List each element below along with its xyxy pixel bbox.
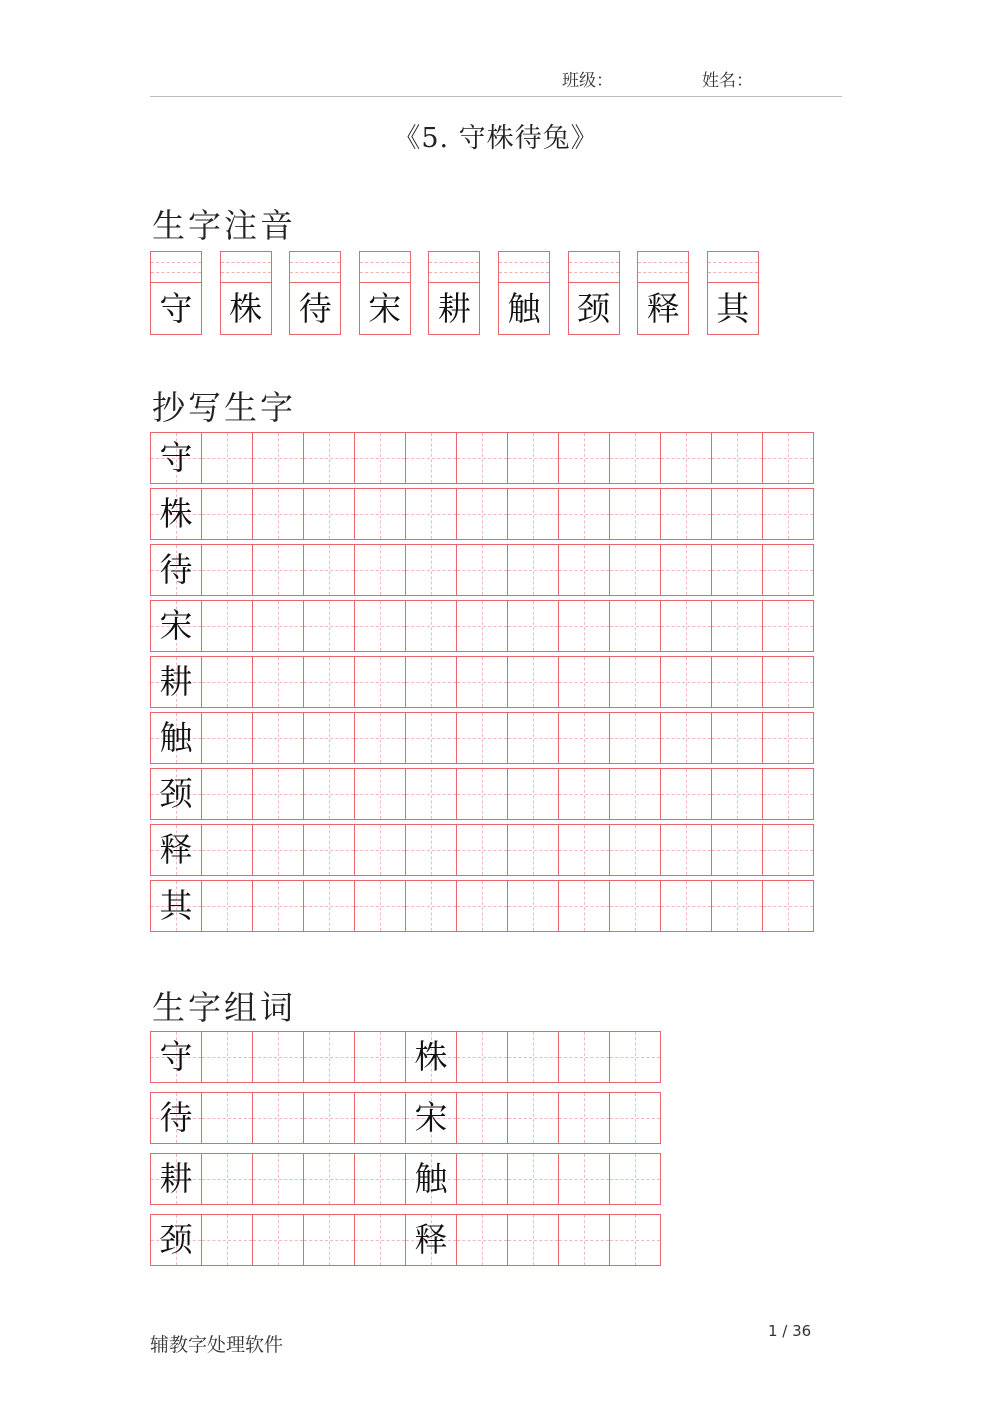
practice-cell[interactable] bbox=[201, 880, 252, 932]
practice-cell[interactable] bbox=[762, 488, 814, 540]
pinyin-lines[interactable] bbox=[221, 252, 271, 283]
practice-cell[interactable] bbox=[201, 432, 252, 484]
pinyin-cell[interactable] bbox=[568, 251, 620, 335]
practice-cell[interactable] bbox=[405, 488, 456, 540]
practice-cell[interactable] bbox=[201, 712, 252, 764]
character: 守 bbox=[159, 289, 193, 328]
practice-cell[interactable] bbox=[609, 1214, 661, 1266]
practice-cell[interactable] bbox=[660, 656, 711, 708]
practice-cell[interactable] bbox=[609, 544, 660, 596]
practice-cell[interactable] bbox=[660, 488, 711, 540]
word-row bbox=[150, 1092, 661, 1144]
model-cell bbox=[150, 880, 201, 932]
practice-cell[interactable] bbox=[507, 824, 558, 876]
character: 耕 bbox=[437, 289, 471, 328]
practice-cell[interactable] bbox=[354, 600, 405, 652]
practice-cell[interactable] bbox=[711, 432, 762, 484]
practice-cell[interactable] bbox=[303, 768, 354, 820]
practice-cell[interactable] bbox=[201, 488, 252, 540]
practice-cell[interactable] bbox=[558, 824, 609, 876]
practice-cell[interactable] bbox=[354, 432, 405, 484]
practice-cell[interactable] bbox=[354, 1153, 405, 1205]
pinyin-lines[interactable] bbox=[290, 252, 340, 283]
practice-cell[interactable] bbox=[354, 880, 405, 932]
copy-row bbox=[150, 656, 814, 708]
section-title-copy: 抄写生字 bbox=[152, 388, 296, 427]
practice-cell[interactable] bbox=[354, 1031, 405, 1083]
practice-cell[interactable] bbox=[609, 488, 660, 540]
copy-row bbox=[150, 712, 814, 764]
model-cell bbox=[150, 656, 201, 708]
practice-cell[interactable] bbox=[354, 488, 405, 540]
practice-cell[interactable] bbox=[507, 656, 558, 708]
practice-cell[interactable] bbox=[303, 432, 354, 484]
pinyin-cell[interactable] bbox=[428, 251, 480, 335]
practice-cell[interactable] bbox=[252, 1092, 303, 1144]
practice-cell[interactable] bbox=[405, 712, 456, 764]
pinyin-lines[interactable] bbox=[429, 252, 479, 283]
pinyin-lines[interactable] bbox=[499, 252, 549, 283]
copy-row bbox=[150, 600, 814, 652]
word-row bbox=[150, 1153, 661, 1205]
pinyin-cell[interactable] bbox=[498, 251, 550, 335]
practice-cell[interactable] bbox=[558, 1153, 609, 1205]
character: 宋 bbox=[414, 1098, 448, 1137]
practice-cell[interactable] bbox=[507, 880, 558, 932]
practice-cell[interactable] bbox=[609, 712, 660, 764]
practice-cell[interactable] bbox=[660, 824, 711, 876]
copy-row bbox=[150, 544, 814, 596]
copy-row bbox=[150, 824, 814, 876]
practice-cell[interactable] bbox=[303, 656, 354, 708]
practice-cell[interactable] bbox=[456, 824, 507, 876]
practice-cell[interactable] bbox=[303, 600, 354, 652]
practice-cell[interactable] bbox=[507, 600, 558, 652]
practice-cell[interactable] bbox=[252, 768, 303, 820]
model-cell bbox=[150, 600, 201, 652]
practice-cell[interactable] bbox=[201, 768, 252, 820]
character: 株 bbox=[414, 1037, 448, 1076]
header-divider bbox=[150, 96, 842, 97]
practice-cell[interactable] bbox=[762, 600, 814, 652]
practice-cell[interactable] bbox=[660, 768, 711, 820]
practice-cell[interactable] bbox=[252, 824, 303, 876]
model-cell bbox=[150, 1153, 201, 1205]
practice-cell[interactable] bbox=[660, 544, 711, 596]
character: 株 bbox=[229, 289, 263, 328]
practice-cell[interactable] bbox=[252, 488, 303, 540]
practice-cell[interactable] bbox=[507, 712, 558, 764]
practice-cell[interactable] bbox=[456, 1214, 507, 1266]
practice-cell[interactable] bbox=[303, 712, 354, 764]
practice-cell[interactable] bbox=[252, 880, 303, 932]
practice-cell[interactable] bbox=[252, 656, 303, 708]
model-cell bbox=[405, 1214, 456, 1266]
model-cell bbox=[150, 1214, 201, 1266]
practice-cell[interactable] bbox=[558, 1031, 609, 1083]
practice-cell[interactable] bbox=[609, 1092, 661, 1144]
practice-cell[interactable] bbox=[405, 656, 456, 708]
character: 触 bbox=[159, 718, 193, 757]
practice-cell[interactable] bbox=[507, 544, 558, 596]
copy-row bbox=[150, 880, 814, 932]
practice-cell[interactable] bbox=[762, 712, 814, 764]
practice-cell[interactable] bbox=[558, 488, 609, 540]
page-title: 《5. 守株待兔》 bbox=[393, 123, 599, 154]
character: 释 bbox=[159, 830, 193, 869]
practice-cell[interactable] bbox=[762, 432, 814, 484]
practice-cell[interactable] bbox=[456, 488, 507, 540]
practice-cell[interactable] bbox=[609, 1153, 661, 1205]
practice-cell[interactable] bbox=[456, 768, 507, 820]
practice-cell[interactable] bbox=[405, 824, 456, 876]
practice-cell[interactable] bbox=[507, 1153, 558, 1205]
practice-cell[interactable] bbox=[711, 880, 762, 932]
character: 颈 bbox=[159, 774, 193, 813]
page-number: 1 / 36 bbox=[768, 1322, 812, 1340]
model-cell bbox=[150, 712, 201, 764]
practice-cell[interactable] bbox=[252, 1031, 303, 1083]
practice-cell[interactable] bbox=[609, 600, 660, 652]
practice-cell[interactable] bbox=[354, 1092, 405, 1144]
practice-cell[interactable] bbox=[609, 1031, 661, 1083]
practice-cell[interactable] bbox=[201, 1092, 252, 1144]
practice-cell[interactable] bbox=[558, 544, 609, 596]
practice-cell[interactable] bbox=[354, 712, 405, 764]
practice-cell[interactable] bbox=[456, 600, 507, 652]
name-label: 姓名： bbox=[702, 71, 753, 91]
practice-cell[interactable] bbox=[456, 544, 507, 596]
practice-cell[interactable] bbox=[201, 544, 252, 596]
practice-cell[interactable] bbox=[609, 768, 660, 820]
character: 释 bbox=[646, 289, 680, 328]
practice-cell[interactable] bbox=[507, 1214, 558, 1266]
model-cell bbox=[405, 1092, 456, 1144]
copy-row bbox=[150, 488, 814, 540]
practice-cell[interactable] bbox=[609, 656, 660, 708]
practice-cell[interactable] bbox=[405, 544, 456, 596]
pinyin-lines[interactable] bbox=[151, 252, 201, 283]
practice-cell[interactable] bbox=[762, 544, 814, 596]
practice-cell[interactable] bbox=[456, 1153, 507, 1205]
pinyin-cell[interactable] bbox=[289, 251, 341, 335]
character: 株 bbox=[159, 494, 193, 533]
practice-cell[interactable] bbox=[609, 432, 660, 484]
practice-cell[interactable] bbox=[660, 432, 711, 484]
character: 守 bbox=[159, 1037, 193, 1076]
practice-cell[interactable] bbox=[252, 432, 303, 484]
model-cell bbox=[150, 1092, 201, 1144]
practice-cell[interactable] bbox=[711, 544, 762, 596]
practice-cell[interactable] bbox=[711, 768, 762, 820]
practice-cell[interactable] bbox=[354, 1214, 405, 1266]
practice-cell[interactable] bbox=[711, 712, 762, 764]
character: 宋 bbox=[368, 289, 402, 328]
practice-cell[interactable] bbox=[762, 824, 814, 876]
practice-cell[interactable] bbox=[507, 768, 558, 820]
practice-cell[interactable] bbox=[201, 1031, 252, 1083]
section-title-words: 生字组词 bbox=[152, 988, 296, 1027]
practice-cell[interactable] bbox=[456, 1092, 507, 1144]
practice-cell[interactable] bbox=[252, 600, 303, 652]
practice-cell[interactable] bbox=[303, 1214, 354, 1266]
model-cell bbox=[150, 432, 201, 484]
practice-cell[interactable] bbox=[507, 488, 558, 540]
practice-cell[interactable] bbox=[201, 1214, 252, 1266]
practice-cell[interactable] bbox=[354, 768, 405, 820]
pinyin-cell[interactable] bbox=[220, 251, 272, 335]
practice-cell[interactable] bbox=[558, 768, 609, 820]
practice-cell[interactable] bbox=[558, 600, 609, 652]
word-row bbox=[150, 1214, 661, 1266]
practice-cell[interactable] bbox=[456, 880, 507, 932]
character: 其 bbox=[716, 289, 750, 328]
section-title-pinyin: 生字注音 bbox=[152, 206, 296, 245]
practice-cell[interactable] bbox=[609, 824, 660, 876]
character: 守 bbox=[159, 438, 193, 477]
pinyin-lines[interactable] bbox=[360, 252, 410, 283]
character: 触 bbox=[414, 1159, 448, 1198]
practice-cell[interactable] bbox=[660, 880, 711, 932]
practice-cell[interactable] bbox=[405, 432, 456, 484]
practice-cell[interactable] bbox=[558, 712, 609, 764]
practice-cell[interactable] bbox=[201, 656, 252, 708]
practice-cell[interactable] bbox=[303, 1092, 354, 1144]
character: 耕 bbox=[159, 1159, 193, 1198]
practice-cell[interactable] bbox=[303, 1031, 354, 1083]
practice-cell[interactable] bbox=[711, 824, 762, 876]
model-cell bbox=[150, 488, 201, 540]
character: 待 bbox=[159, 550, 193, 589]
character: 待 bbox=[298, 289, 332, 328]
character: 待 bbox=[159, 1098, 193, 1137]
character: 颈 bbox=[159, 1220, 193, 1259]
character: 颈 bbox=[577, 289, 611, 328]
pinyin-cell[interactable] bbox=[359, 251, 411, 335]
practice-cell[interactable] bbox=[711, 656, 762, 708]
practice-cell[interactable] bbox=[303, 880, 354, 932]
practice-cell[interactable] bbox=[405, 880, 456, 932]
practice-cell[interactable] bbox=[762, 768, 814, 820]
practice-cell[interactable] bbox=[405, 600, 456, 652]
model-cell bbox=[405, 1153, 456, 1205]
character: 耕 bbox=[159, 662, 193, 701]
class-label: 班级： bbox=[562, 71, 613, 91]
pinyin-lines[interactable] bbox=[638, 252, 688, 283]
practice-cell[interactable] bbox=[660, 600, 711, 652]
practice-cell[interactable] bbox=[762, 880, 814, 932]
practice-cell[interactable] bbox=[354, 544, 405, 596]
practice-cell[interactable] bbox=[252, 712, 303, 764]
practice-cell[interactable] bbox=[303, 488, 354, 540]
practice-cell[interactable] bbox=[711, 600, 762, 652]
practice-cell[interactable] bbox=[558, 432, 609, 484]
model-cell bbox=[150, 1031, 201, 1083]
model-cell bbox=[150, 768, 201, 820]
practice-cell[interactable] bbox=[303, 1153, 354, 1205]
character: 其 bbox=[159, 886, 193, 925]
practice-cell[interactable] bbox=[303, 824, 354, 876]
practice-cell[interactable] bbox=[558, 1214, 609, 1266]
practice-cell[interactable] bbox=[456, 656, 507, 708]
pinyin-lines[interactable] bbox=[708, 252, 758, 283]
practice-cell[interactable] bbox=[507, 432, 558, 484]
practice-cell[interactable] bbox=[609, 880, 660, 932]
copy-row bbox=[150, 768, 814, 820]
practice-cell[interactable] bbox=[507, 1092, 558, 1144]
pinyin-cell[interactable] bbox=[150, 251, 202, 335]
practice-cell[interactable] bbox=[252, 1153, 303, 1205]
practice-cell[interactable] bbox=[456, 432, 507, 484]
character: 宋 bbox=[159, 606, 193, 645]
practice-cell[interactable] bbox=[252, 1214, 303, 1266]
pinyin-lines[interactable] bbox=[569, 252, 619, 283]
character: 触 bbox=[507, 289, 541, 328]
practice-cell[interactable] bbox=[507, 1031, 558, 1083]
practice-cell[interactable] bbox=[201, 600, 252, 652]
footer-software: 辅教字处理软件 bbox=[150, 1334, 284, 1356]
copy-row bbox=[150, 432, 814, 484]
practice-cell[interactable] bbox=[762, 656, 814, 708]
pinyin-cell[interactable] bbox=[637, 251, 689, 335]
word-row bbox=[150, 1031, 661, 1083]
practice-cell[interactable] bbox=[354, 824, 405, 876]
practice-cell[interactable] bbox=[201, 1153, 252, 1205]
practice-cell[interactable] bbox=[201, 824, 252, 876]
practice-cell[interactable] bbox=[252, 544, 303, 596]
practice-cell[interactable] bbox=[558, 1092, 609, 1144]
model-cell bbox=[150, 824, 201, 876]
practice-cell[interactable] bbox=[660, 712, 711, 764]
character: 释 bbox=[414, 1220, 448, 1259]
practice-cell[interactable] bbox=[558, 880, 609, 932]
practice-cell[interactable] bbox=[558, 656, 609, 708]
practice-cell[interactable] bbox=[456, 712, 507, 764]
practice-cell[interactable] bbox=[405, 768, 456, 820]
practice-cell[interactable] bbox=[456, 1031, 507, 1083]
practice-cell[interactable] bbox=[711, 488, 762, 540]
practice-cell[interactable] bbox=[354, 656, 405, 708]
practice-cell[interactable] bbox=[303, 544, 354, 596]
model-cell bbox=[150, 544, 201, 596]
pinyin-cell[interactable] bbox=[707, 251, 759, 335]
model-cell bbox=[405, 1031, 456, 1083]
